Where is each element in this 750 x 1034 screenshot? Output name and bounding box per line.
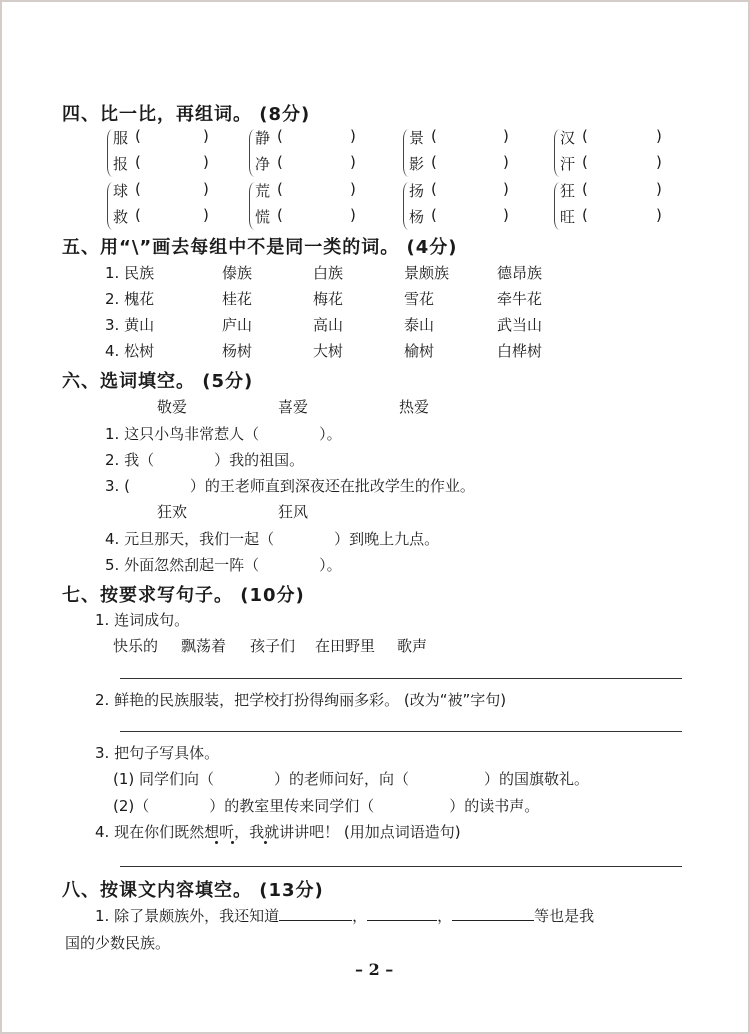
sentence-question-3: 3. 把句子写具体。	[95, 744, 220, 762]
emphasis-dot	[264, 841, 267, 844]
answer-blank-open[interactable]: (	[431, 127, 437, 145]
compare-char: 杨	[409, 208, 425, 226]
recall-question-1-end: 等也是我	[534, 907, 595, 925]
classification-word[interactable]: 白桦树	[497, 342, 543, 360]
classification-word[interactable]: 景颇族	[404, 264, 450, 282]
compare-char: 慌	[255, 208, 271, 226]
classification-word[interactable]: 4. 松树	[105, 342, 155, 360]
answer-blank-close: )	[203, 206, 209, 224]
answer-blank-close: )	[656, 206, 662, 224]
page-number: – 2 –	[355, 960, 394, 979]
sentence-question-4: 4. 现在你们既然想听，我就讲讲吧！ (用加点词语造句)	[95, 823, 461, 841]
word-choice-5: 狂风	[278, 503, 309, 521]
answer-blank-open[interactable]: (	[582, 206, 588, 224]
comma: ，	[352, 907, 368, 925]
compare-char: 景	[409, 129, 425, 147]
classification-word[interactable]: 牵牛花	[497, 290, 543, 308]
compare-char: 球	[113, 182, 129, 200]
fill-question-1: 1. 这只小鸟非常惹人（ ）。	[105, 425, 342, 443]
compare-char: 净	[255, 155, 271, 173]
classification-word[interactable]: 高山	[313, 316, 344, 334]
answer-blank-open[interactable]: (	[135, 127, 141, 145]
word-choice-4: 狂欢	[157, 503, 188, 521]
classification-word[interactable]: 雪花	[404, 290, 435, 308]
recall-question-1-continuation: 国的少数民族。	[65, 934, 171, 952]
recall-question-1	[95, 905, 594, 926]
answer-line-3[interactable]	[120, 866, 682, 867]
answer-blank-open[interactable]: (	[582, 180, 588, 198]
answer-blank-close: )	[350, 180, 356, 198]
classification-word[interactable]: 1. 民族	[105, 264, 155, 282]
answer-blank-close: )	[203, 180, 209, 198]
answer-blank-close: )	[503, 206, 509, 224]
sentence-question-3-1: (1) 同学们向（ ）的老师问好，向（ ）的国旗敬礼。	[113, 770, 590, 788]
answer-blank-close: )	[503, 153, 509, 171]
answer-blank-open[interactable]: (	[431, 206, 437, 224]
sentence-question-1: 1. 连词成句。	[95, 611, 190, 629]
classification-word[interactable]: 3. 黄山	[105, 316, 155, 334]
classification-word[interactable]: 武当山	[497, 316, 543, 334]
answer-blank-close: )	[503, 127, 509, 145]
compare-char: 汉	[560, 129, 576, 147]
classification-word[interactable]: 杨树	[222, 342, 253, 360]
answer-blank-close: )	[350, 206, 356, 224]
fill-question-4: 4. 元旦那天，我们一起（ ）到晚上九点。	[105, 530, 440, 548]
classification-word[interactable]: 2. 槐花	[105, 290, 155, 308]
compare-char: 静	[255, 129, 271, 147]
answer-blank-open[interactable]: (	[135, 206, 141, 224]
classification-word[interactable]: 傣族	[222, 264, 253, 282]
answer-blank-close: )	[656, 180, 662, 198]
answer-blank-open[interactable]: (	[277, 206, 283, 224]
compare-char: 服	[113, 129, 129, 147]
scrambled-word-2: 飘荡着	[181, 637, 227, 655]
answer-blank-open[interactable]: (	[582, 127, 588, 145]
answer-blank-close: )	[203, 153, 209, 171]
answer-blank-close: )	[350, 127, 356, 145]
classification-word[interactable]: 榆树	[404, 342, 435, 360]
comma: ，	[437, 907, 453, 925]
blank-3[interactable]	[452, 906, 534, 921]
emphasis-dot	[215, 841, 218, 844]
blank-1[interactable]	[279, 906, 352, 921]
compare-char: 荒	[255, 182, 271, 200]
answer-blank-open[interactable]: (	[277, 153, 283, 171]
answer-blank-close: )	[656, 153, 662, 171]
recall-question-1-start: 1. 除了景颇族外，我还知道	[95, 907, 280, 925]
scrambled-word-3: 孩子们	[250, 637, 296, 655]
compare-char: 救	[113, 208, 129, 226]
section-7-heading: 七、按要求写句子。 (10分)	[62, 585, 305, 606]
word-choice-3: 热爱	[399, 398, 430, 416]
classification-word[interactable]: 桂花	[222, 290, 253, 308]
compare-char: 汗	[560, 155, 576, 173]
answer-blank-close: )	[350, 153, 356, 171]
answer-blank-open[interactable]: (	[582, 153, 588, 171]
classification-word[interactable]: 庐山	[222, 316, 253, 334]
answer-blank-open[interactable]: (	[431, 153, 437, 171]
compare-char: 影	[409, 155, 425, 173]
answer-blank-close: )	[203, 127, 209, 145]
scrambled-word-5: 歌声	[397, 637, 428, 655]
word-choice-1: 敬爱	[157, 398, 188, 416]
scrambled-word-4: 在田野里	[315, 637, 376, 655]
classification-word[interactable]: 德昂族	[497, 264, 543, 282]
sentence-question-3-2: (2)（ ）的教室里传来同学们（ ）的读书声。	[113, 797, 540, 815]
answer-line-1[interactable]	[120, 678, 682, 679]
answer-line-2[interactable]	[120, 731, 682, 732]
classification-word[interactable]: 白族	[313, 264, 344, 282]
answer-blank-close: )	[503, 180, 509, 198]
classification-word[interactable]: 大树	[313, 342, 344, 360]
emphasis-dot	[231, 841, 234, 844]
section-8-heading: 八、按课文内容填空。 (13分)	[62, 880, 324, 901]
answer-blank-open[interactable]: (	[431, 180, 437, 198]
answer-blank-open[interactable]: (	[135, 180, 141, 198]
answer-blank-open[interactable]: (	[277, 127, 283, 145]
compare-char: 扬	[409, 182, 425, 200]
compare-char: 狂	[560, 182, 576, 200]
answer-blank-close: )	[656, 127, 662, 145]
fill-question-5: 5. 外面忽然刮起一阵（ ）。	[105, 556, 342, 574]
section-5-heading: 五、用“\”画去每组中不是同一类的词。 (4分)	[62, 237, 458, 258]
classification-word[interactable]: 泰山	[404, 316, 435, 334]
section-6-heading: 六、选词填空。 (5分)	[62, 371, 254, 392]
answer-blank-open[interactable]: (	[277, 180, 283, 198]
section-4-heading: 四、比一比，再组词。 (8分)	[62, 104, 311, 125]
sentence-question-2: 2. 鲜艳的民族服装，把学校打扮得绚丽多彩。 (改为“被”字句)	[95, 691, 507, 709]
word-choice-2: 喜爱	[278, 398, 309, 416]
compare-char: 旺	[560, 208, 576, 226]
fill-question-3: 3. ( ）的王老师直到深夜还在批改学生的作业。	[105, 477, 475, 495]
compare-char: 报	[113, 155, 129, 173]
fill-question-2: 2. 我（ ）我的祖国。	[105, 451, 305, 469]
scrambled-word-1: 快乐的	[113, 637, 159, 655]
blank-2[interactable]	[367, 906, 437, 921]
answer-blank-open[interactable]: (	[135, 153, 141, 171]
classification-word[interactable]: 梅花	[313, 290, 344, 308]
